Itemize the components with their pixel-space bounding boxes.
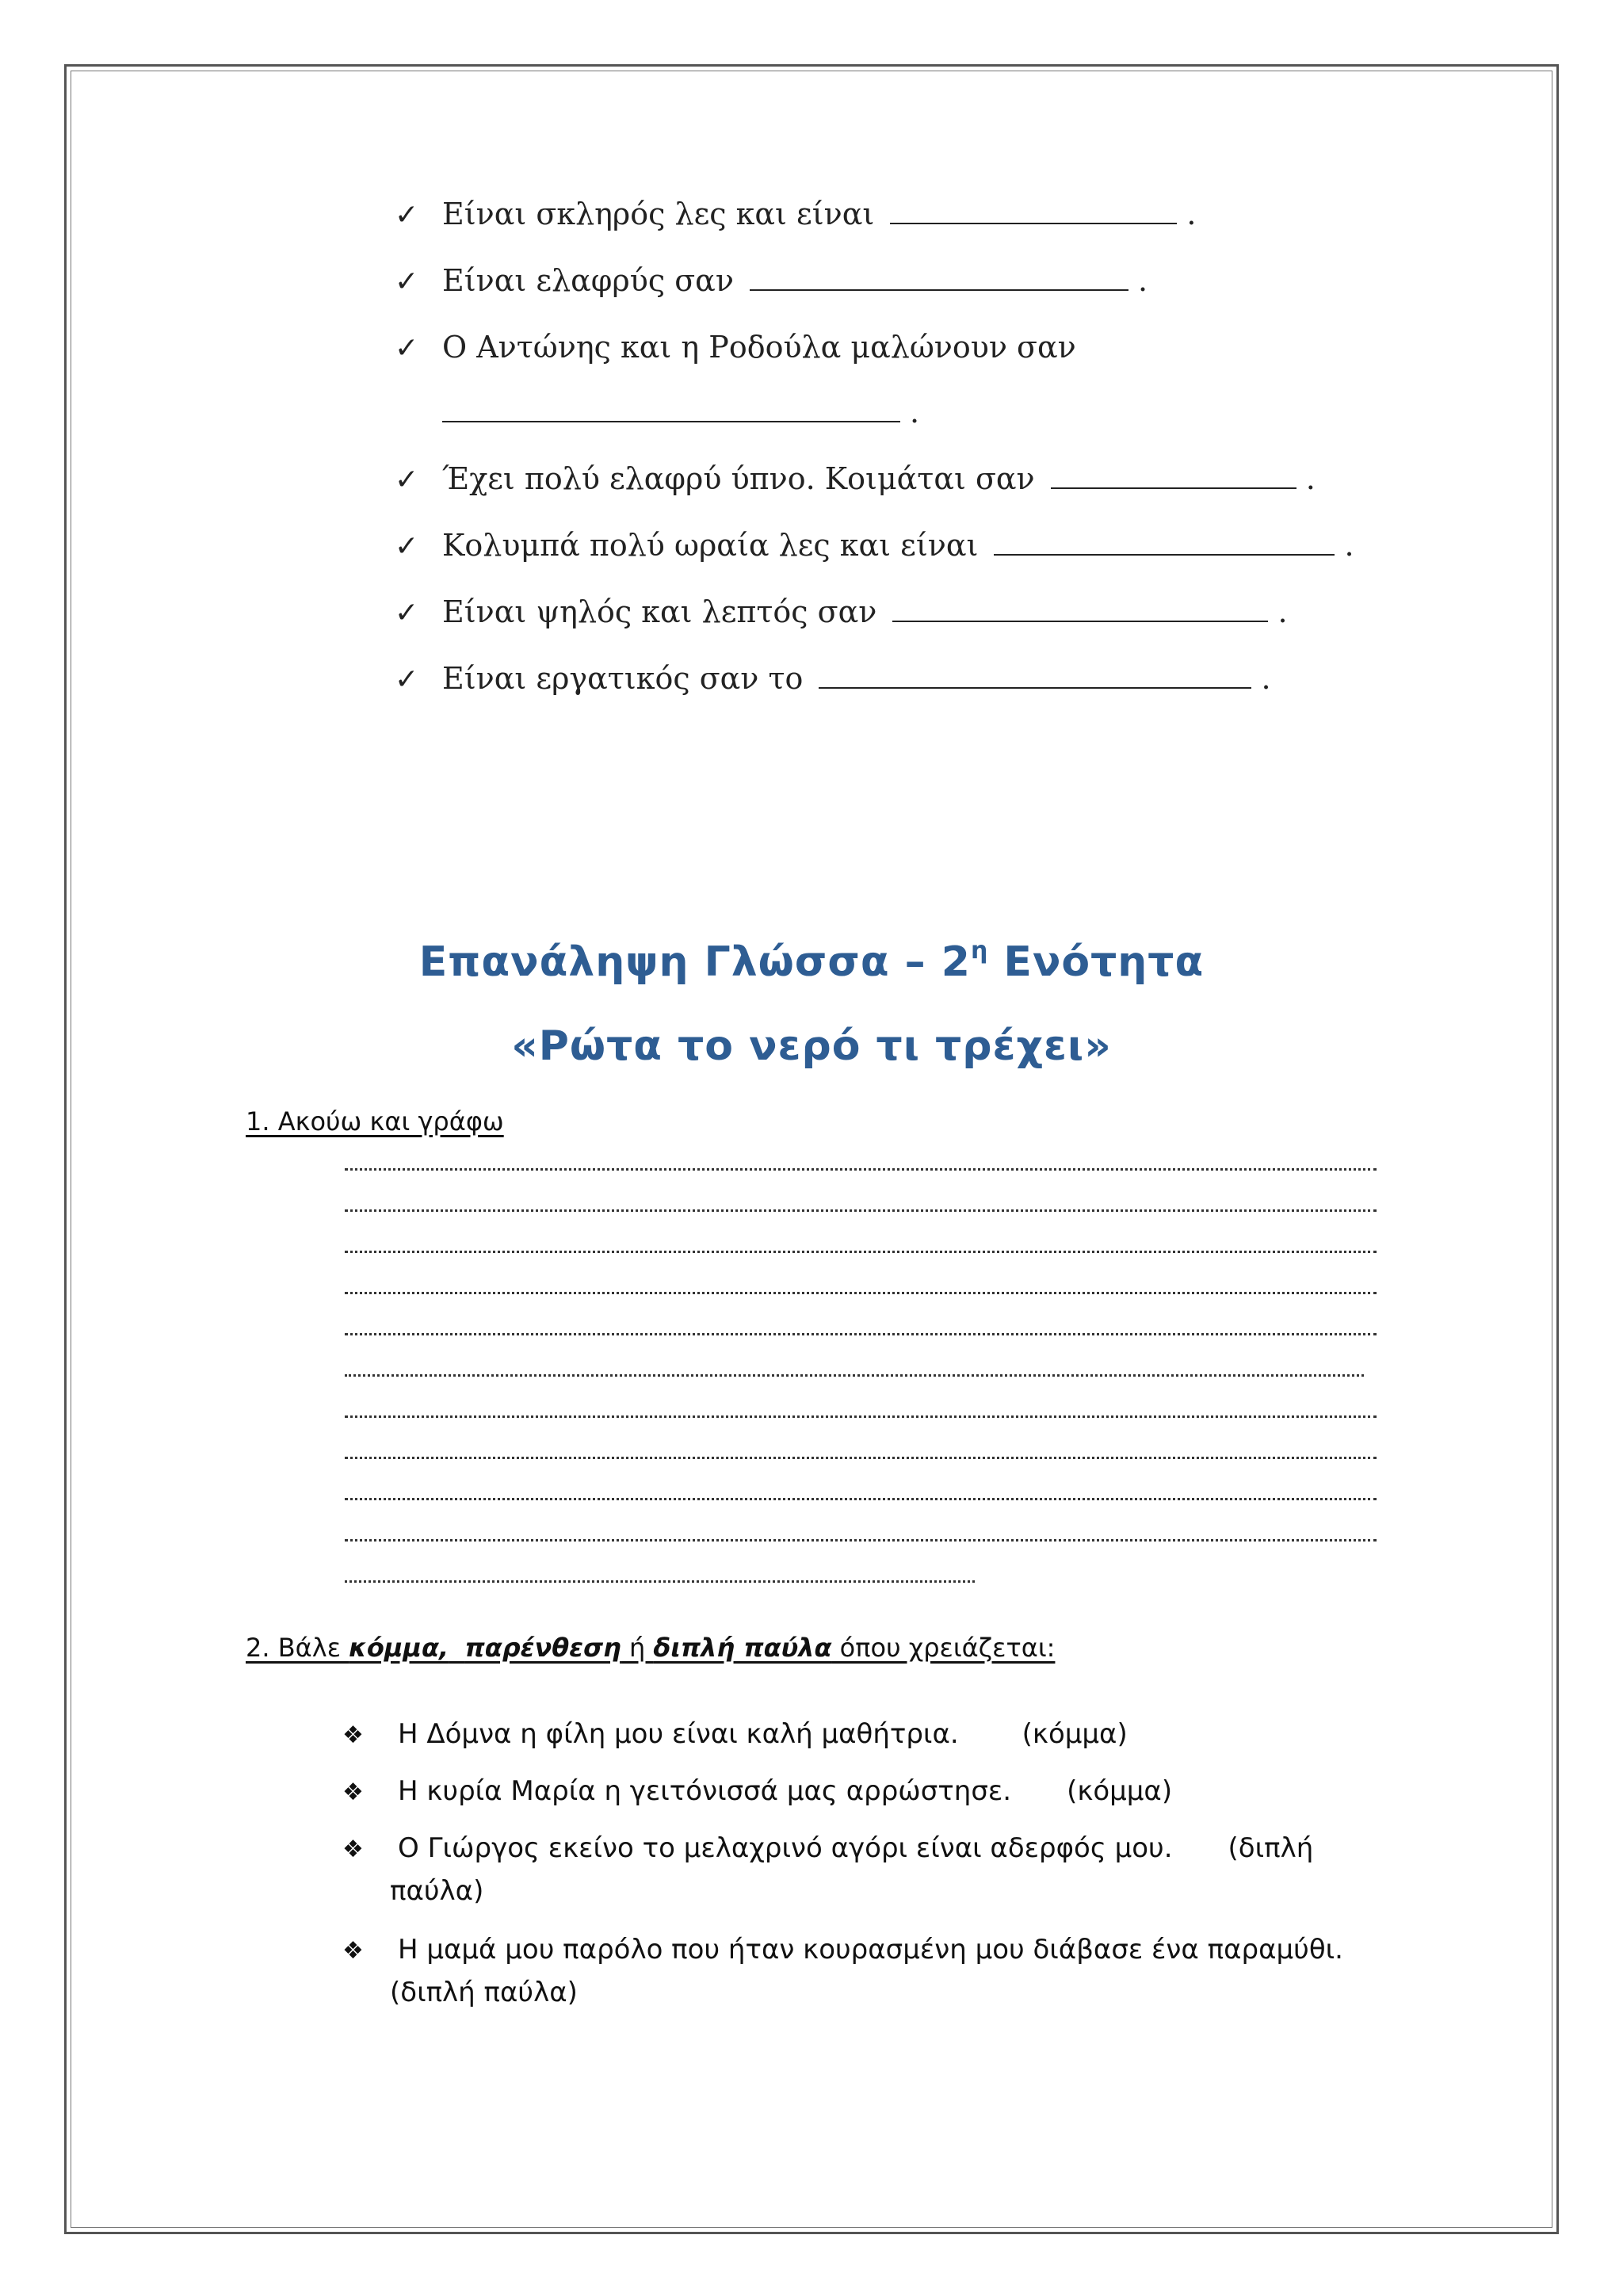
check-item (395, 455, 1316, 502)
exercise-item (342, 1713, 1373, 1756)
answer-blank[interactable] (1051, 456, 1296, 489)
check-item (395, 323, 1076, 371)
dotted-writing-line[interactable] (345, 1457, 1377, 1459)
answer-blank[interactable] (890, 191, 1177, 224)
dotted-writing-line[interactable] (345, 1415, 1377, 1418)
dotted-writing-line[interactable] (345, 1580, 975, 1583)
answer-blank[interactable] (750, 258, 1128, 291)
title-end: Ενότητα (988, 938, 1205, 986)
check-item-end: . (1277, 594, 1288, 629)
section2-heading (246, 1633, 1055, 1663)
exercise-sentence: Η Δόμνα η φίλη μου είναι καλή μαθήτρια. (398, 1718, 959, 1750)
check-item-end: . (1261, 661, 1271, 696)
title-superscript: η (970, 937, 989, 965)
checkmark-icon: ✓ (395, 332, 419, 365)
check-item-text: Είναι εργατικός σαν το (442, 661, 804, 696)
title-main: Επανάληψη Γλώσσα – 2 (418, 938, 971, 986)
checkmark-icon: ✓ (395, 266, 419, 298)
dotted-writing-line[interactable] (345, 1251, 1377, 1253)
check-item (395, 521, 1354, 569)
check-item (395, 190, 1196, 238)
answer-blank[interactable] (442, 389, 900, 422)
dotted-writing-line[interactable] (345, 1333, 1377, 1335)
dotted-writing-line[interactable] (345, 1292, 1377, 1294)
diamond-bullet-icon: ❖ (342, 1778, 364, 1806)
heading-bold-comma: κόμμα, (349, 1633, 449, 1663)
dotted-writing-line[interactable] (345, 1374, 1364, 1377)
exercise-hint-continued: (διπλή παύλα) (390, 1977, 578, 2008)
check-item-text: Είναι σκληρός λες και είναι (442, 197, 875, 231)
exercise-sentence: Η κυρία Μαρία η γειτόνισσά μας αρρώστησε. (398, 1775, 1012, 1807)
check-item-text: Έχει πολύ ελαφρύ ύπνο. Κοιμάται σαν (442, 461, 1035, 496)
dotted-writing-line[interactable] (345, 1539, 1377, 1541)
answer-blank[interactable] (994, 522, 1335, 556)
answer-blank[interactable] (819, 655, 1251, 689)
dotted-writing-line[interactable] (345, 1209, 1377, 1212)
heading-text: 2. Βάλε (246, 1633, 349, 1663)
check-item-end: . (1344, 528, 1354, 563)
answer-blank[interactable] (892, 589, 1268, 622)
exercise-hint-continued: παύλα) (390, 1875, 484, 1907)
heading-text: όπου χρειάζεται: (831, 1633, 1056, 1663)
exercise-hint: (κόμμα) (1067, 1775, 1173, 1807)
exercise-sentence: Η μαμά μου παρόλο που ήταν κουρασμένη μου διάβασε ένα παραμύθι. (398, 1934, 1343, 1966)
check-item-text: Είναι ελαφρύς σαν (442, 263, 734, 298)
checkmark-icon: ✓ (395, 199, 419, 231)
check-item-end: . (910, 395, 920, 430)
dotted-writing-line[interactable] (345, 1498, 1377, 1500)
check-item-end: . (1186, 197, 1197, 231)
exercise-item (342, 1771, 1373, 1813)
exercise-sentence: Ο Γιώργος εκείνο το μελαχρινό αγόρι είναι αδερφός μου. (398, 1832, 1173, 1864)
check-item-text: Κολυμπά πολύ ωραία λες και είναι (442, 528, 979, 563)
heading-bold-parenthesis: παρένθεση (464, 1633, 621, 1663)
diamond-bullet-icon: ❖ (342, 1721, 364, 1749)
check-item-end: . (1305, 461, 1316, 496)
checkmark-icon: ✓ (395, 530, 419, 563)
check-item-text: Είναι ψηλός και λεπτός σαν (442, 594, 877, 629)
dotted-writing-line[interactable] (345, 1168, 1377, 1171)
exercise-item (342, 1828, 1373, 1912)
checkmark-icon: ✓ (395, 597, 419, 629)
check-item-continuation (442, 388, 919, 436)
page-subtitle: «Ρώτα το νερό τι τρέχει» (511, 1022, 1112, 1070)
heading-bold-double-dash: διπλή παύλα (653, 1633, 832, 1663)
heading-text: ή (621, 1633, 654, 1663)
check-item-end: . (1138, 263, 1148, 298)
exercise-hint: (διπλή (1228, 1832, 1314, 1864)
page-title (0, 937, 1623, 986)
exercise-item (342, 1929, 1373, 2013)
section1-heading: 1. Ακούω και γράφω (246, 1106, 504, 1137)
check-item (395, 588, 1288, 636)
check-item (395, 655, 1271, 702)
diamond-bullet-icon: ❖ (342, 1937, 364, 1965)
check-item (395, 257, 1148, 304)
checkmark-icon: ✓ (395, 464, 419, 496)
diamond-bullet-icon: ❖ (342, 1836, 364, 1863)
check-item-text: Ο Αντώνης και η Ροδούλα μαλώνουν σαν (442, 330, 1076, 365)
checkmark-icon: ✓ (395, 663, 419, 696)
exercise-hint: (κόμμα) (1022, 1718, 1128, 1750)
